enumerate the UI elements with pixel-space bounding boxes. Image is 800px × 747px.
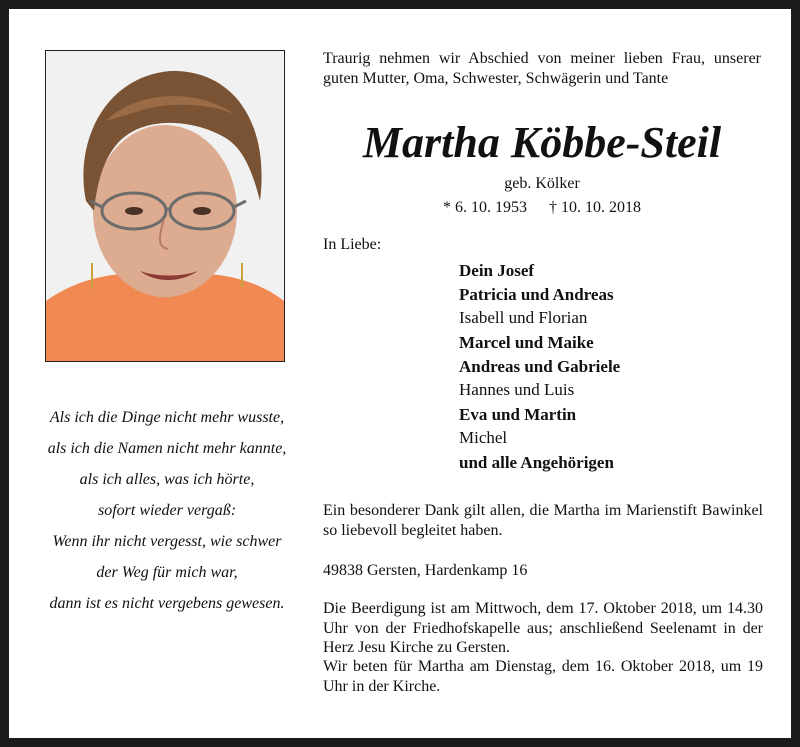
birth-date: * 6. 10. 1953: [443, 199, 527, 216]
poem-line: Wenn ihr nicht vergesst, wie schwer: [52, 533, 282, 550]
prayer-text: Wir beten für Martha am Dienstag, dem 16. Oktober 2018, um 19 Uhr in der Kirche.: [323, 658, 763, 695]
poem-line: als ich die Namen nicht mehr kannte,: [47, 440, 287, 457]
death-date: † 10. 10. 2018: [549, 199, 641, 216]
obituary-card: [9, 9, 791, 738]
mourner-line: und alle Angehörigen: [459, 453, 614, 472]
mourner-line: Patricia und Andreas: [459, 285, 614, 304]
intro-text: Traurig nehmen wir Abschied von meiner lieben Frau, unserer guten Mutter, Oma, Schwester, Schwägerin und Tante: [323, 50, 761, 87]
mourner-line: Andreas und Gabriele: [459, 357, 621, 376]
mourner-line: Hannes und Luis: [459, 380, 575, 399]
portrait-photo: [45, 50, 285, 362]
mourners-list: [459, 259, 779, 475]
life-dates: [323, 198, 761, 218]
mourner-line: Eva und Martin: [459, 405, 577, 424]
funeral-text: Die Beerdigung ist am Mittwoch, dem 17. Oktober 2018, um 14.30 Uhr von der Friedhofskapelle aus; anschließend Seelenamt in der Herz Jesu Kirche zu Gersten.: [323, 600, 763, 656]
mourner-line: Isabell und Florian: [459, 308, 588, 327]
poem-line: als ich alles, was ich hörte,: [79, 471, 255, 488]
poem-line: dann ist es nicht vergebens gewesen.: [49, 595, 285, 612]
address: 49838 Gersten, Hardenkamp 16: [323, 562, 528, 579]
poem: [27, 402, 307, 619]
deceased-name: Martha Köbbe-Steil: [362, 118, 722, 167]
poem-line: der Weg für mich war,: [96, 564, 238, 581]
mourner-line: Marcel und Maike: [459, 333, 594, 352]
poem-line: Als ich die Dinge nicht mehr wusste,: [49, 409, 285, 426]
poem-line: sofort wieder vergaß:: [97, 502, 237, 519]
mourner-line: Dein Josef: [459, 261, 535, 280]
mourner-line: Michel: [459, 428, 508, 447]
in-love-label: In Liebe:: [323, 236, 382, 253]
maiden-name: geb. Kölker: [504, 175, 580, 192]
thanks-text: Ein besonderer Dank gilt allen, die Martha im Marienstift Bawinkel so liebevoll begleitet haben.: [323, 502, 763, 539]
